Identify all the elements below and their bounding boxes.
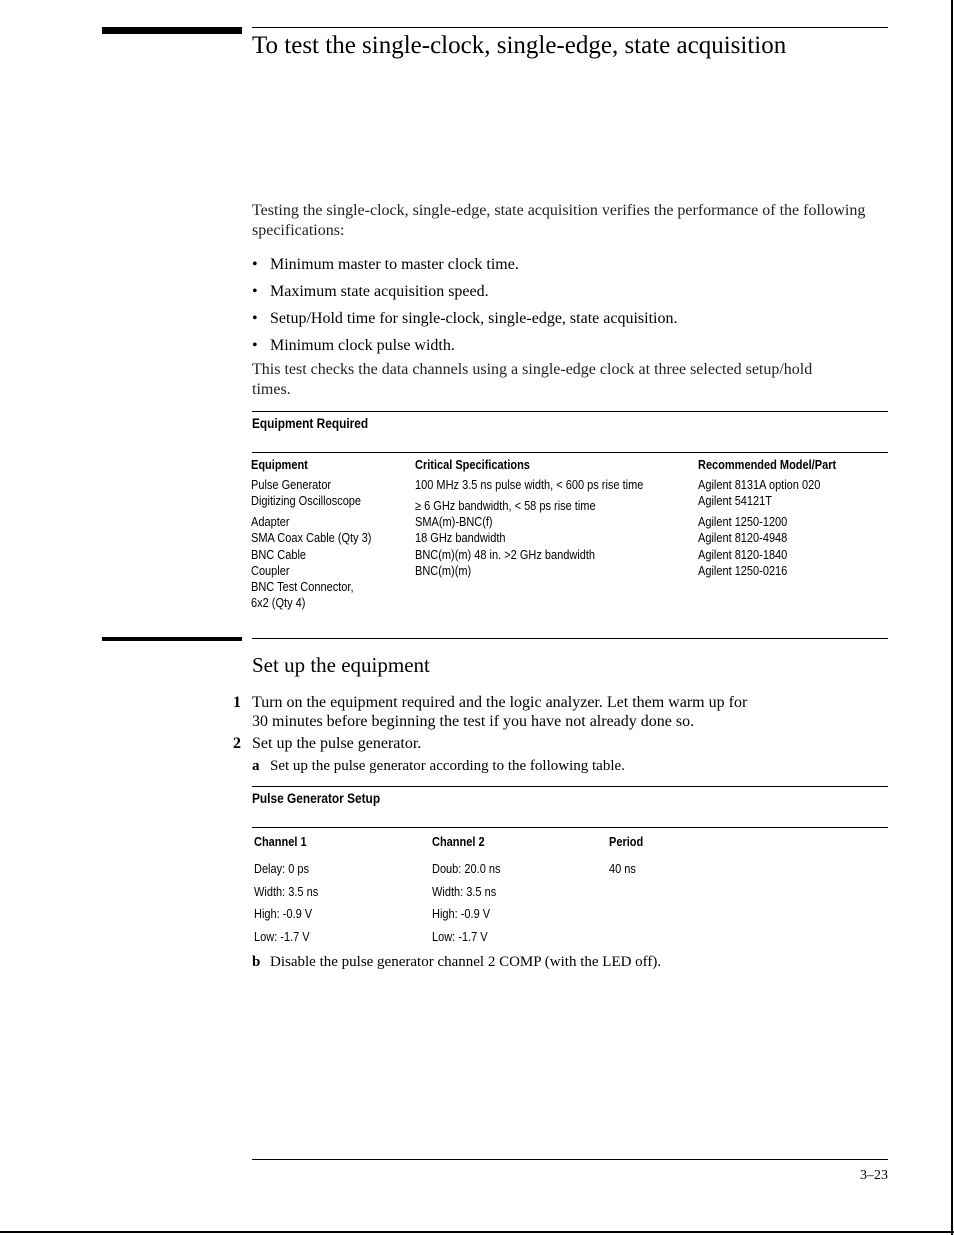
substep-letter: a bbox=[252, 758, 260, 774]
page-number: 3–23 bbox=[860, 1168, 888, 1183]
page-edge-bottom bbox=[0, 1231, 954, 1233]
bullet-glyph: • bbox=[252, 256, 258, 273]
table-cell: Agilent 1250-1200 bbox=[698, 515, 788, 529]
intro-paragraph: Testing the single-clock, single-edge, state acquisition verifies the performance of the following specifications: bbox=[252, 202, 866, 239]
spec-header: Critical Specifications bbox=[415, 458, 530, 472]
table-cell: Agilent 8131A option 020 bbox=[698, 478, 821, 492]
period-header: Period bbox=[609, 835, 644, 849]
table-cell: Delay: 0 ps bbox=[254, 862, 310, 876]
step-text: Set up the pulse generator. bbox=[252, 735, 422, 752]
bullet-text: Setup/Hold time for single-clock, single-edge, state acquisition. bbox=[270, 310, 678, 327]
table-cell: Low: -1.7 V bbox=[254, 930, 310, 944]
table-cell: Agilent 54121T bbox=[698, 494, 773, 508]
table-rule bbox=[252, 452, 888, 453]
substep-letter: b bbox=[252, 954, 261, 970]
table-rule bbox=[252, 786, 888, 787]
table-cell: Coupler bbox=[251, 564, 290, 578]
channel1-header: Channel 1 bbox=[254, 835, 307, 849]
table-cell: Agilent 8120-4948 bbox=[698, 531, 788, 545]
footer-rule bbox=[252, 1159, 888, 1160]
bullet-text: Maximum state acquisition speed. bbox=[270, 283, 489, 300]
closing-paragraph: This test checks the data channels using a single-edge clock at three selected setup/hold times. bbox=[252, 361, 813, 398]
section-heading: Set up the equipment bbox=[252, 653, 430, 677]
substep-text: Set up the pulse generator according to the following table. bbox=[270, 758, 625, 774]
bullet-glyph: • bbox=[252, 283, 258, 300]
page-edge-right bbox=[951, 0, 953, 1235]
bullet-item bbox=[252, 282, 489, 302]
substep-text: Disable the pulse generator channel 2 COMP (with the LED off). bbox=[270, 954, 662, 970]
table-cell: Pulse Generator bbox=[251, 478, 332, 492]
step-text: Turn on the equipment required and the logic analyzer. Let them warm up for bbox=[252, 694, 748, 711]
equipment-table-title: Equipment Required bbox=[252, 416, 369, 431]
table-cell: BNC Cable bbox=[251, 548, 307, 562]
table-cell: Adapter bbox=[251, 515, 290, 529]
table-cell: Doub: 20.0 ns bbox=[432, 862, 501, 876]
table-cell: Low: -1.7 V bbox=[432, 930, 488, 944]
table-cell: SMA Coax Cable (Qty 3) bbox=[251, 531, 372, 545]
bullet-item bbox=[252, 309, 677, 329]
page-title: To test the single-clock, single-edge, state acquisition bbox=[252, 32, 787, 59]
model-header: Recommended Model/Part bbox=[698, 458, 837, 472]
equipment-header: Equipment bbox=[251, 458, 308, 472]
step-number: 2 bbox=[233, 735, 241, 752]
table-cell: High: -0.9 V bbox=[254, 907, 313, 921]
bullet-glyph: • bbox=[252, 337, 258, 354]
bullet-glyph: • bbox=[252, 310, 258, 327]
table-cell: ≥ 6 GHz bandwidth, < 58 ps rise time bbox=[415, 499, 596, 513]
bullet-item bbox=[252, 255, 519, 275]
table-cell: BNC(m)(m) 48 in. >2 GHz bandwidth bbox=[415, 548, 596, 562]
table-cell: SMA(m)-BNC(f) bbox=[415, 515, 493, 529]
channel2-header: Channel 2 bbox=[432, 835, 485, 849]
table-rule bbox=[252, 411, 888, 412]
table-cell: High: -0.9 V bbox=[432, 907, 491, 921]
bullet-item bbox=[252, 336, 455, 356]
section-tab-marker bbox=[102, 637, 242, 641]
step-text: 30 minutes before beginning the test if you have not already done so. bbox=[252, 713, 695, 730]
bullet-text: Minimum master to master clock time. bbox=[270, 256, 519, 273]
table-cell: 18 GHz bandwidth bbox=[415, 531, 506, 545]
table-cell: BNC Test Connector, bbox=[251, 580, 354, 594]
table-cell: Digitizing Oscilloscope bbox=[251, 494, 362, 508]
table-cell: Width: 3.5 ns bbox=[254, 885, 319, 899]
table-cell: 40 ns bbox=[609, 862, 636, 876]
table-cell: 100 MHz 3.5 ns pulse width, < 600 ps rise time bbox=[415, 478, 644, 492]
pulse-table-title: Pulse Generator Setup bbox=[252, 791, 381, 806]
section-rule bbox=[252, 27, 888, 28]
step-number: 1 bbox=[233, 694, 241, 711]
bullet-text: Minimum clock pulse width. bbox=[270, 337, 455, 354]
table-rule bbox=[252, 827, 888, 828]
table-cell: Agilent 8120-1840 bbox=[698, 548, 788, 562]
table-cell: Width: 3.5 ns bbox=[432, 885, 497, 899]
table-cell: 6x2 (Qty 4) bbox=[251, 596, 306, 610]
table-cell: BNC(m)(m) bbox=[415, 564, 472, 578]
table-cell: Agilent 1250-0216 bbox=[698, 564, 788, 578]
section-tab-marker bbox=[102, 27, 242, 34]
section-rule bbox=[252, 638, 888, 639]
